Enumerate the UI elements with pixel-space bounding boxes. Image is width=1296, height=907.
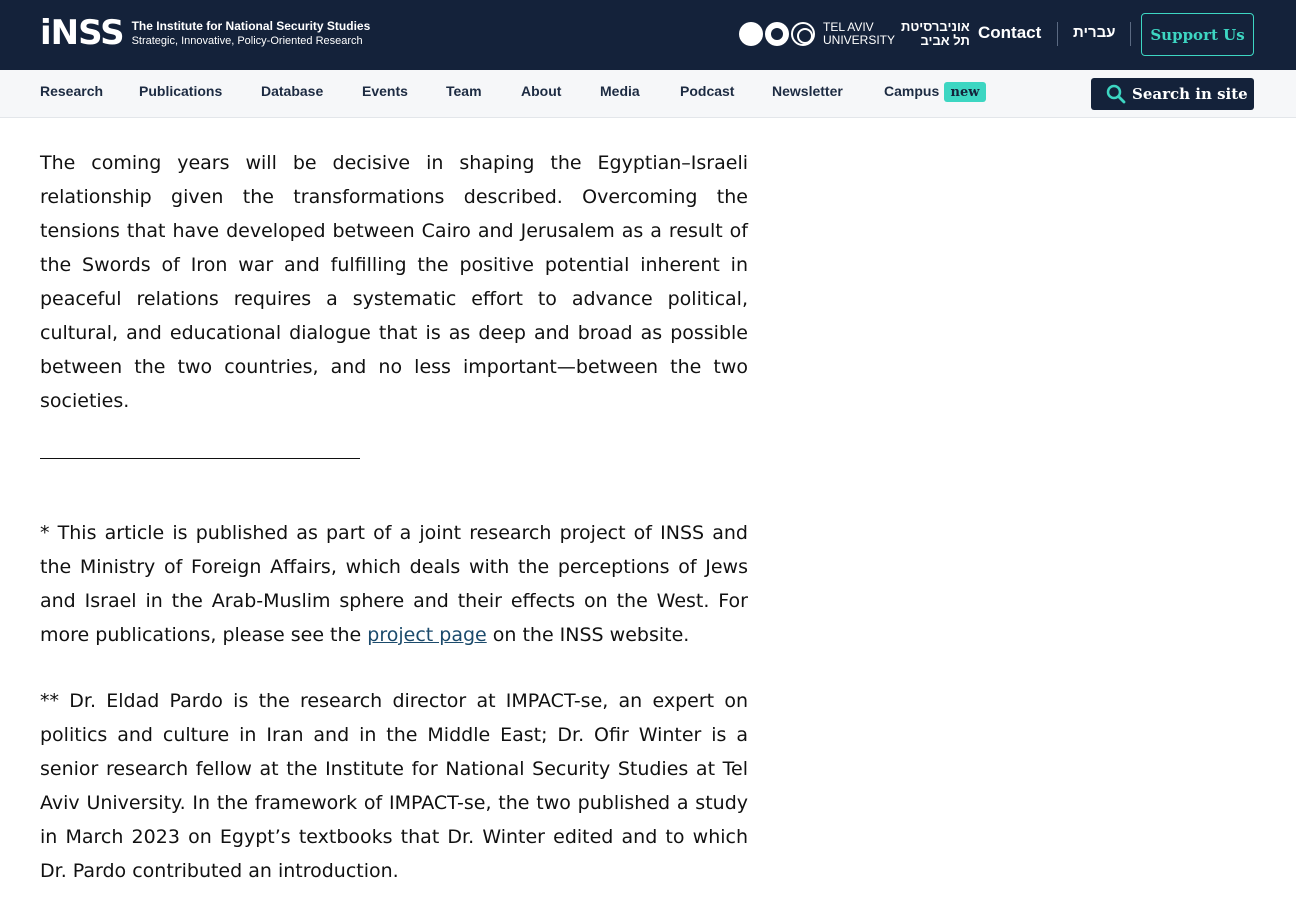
logo-text: [132, 19, 371, 48]
tau-en-line2: UNIVERSITY: [823, 33, 896, 47]
header-divider: [1130, 22, 1131, 46]
new-badge: new: [944, 82, 986, 102]
logo-title: The Institute for National Security Studies: [131, 18, 371, 33]
search-icon: [1106, 84, 1126, 104]
tau-ring-icon: [765, 22, 789, 46]
nav-item-publications[interactable]: Publications: [139, 83, 223, 99]
support-us-button[interactable]: Support Us: [1141, 13, 1254, 56]
inss-logo[interactable]: [40, 13, 371, 53]
author-note-paragraph: ** Dr. Eldad Pardo is the research director at IMPACT-se, an expert on politics and culture in Iran and in the Middle East; Dr. Ofir Winter is a senior research fellow at the Institute for National Security Studies at Tel Aviv University. In the framework of IMPACT-se, the two published a study in March 2023 on Egypt’s textbooks that Dr. Winter edited and to which Dr. Pardo contributed an introduction.: [40, 690, 748, 882]
top-header: [0, 0, 1296, 70]
nav-item-newsletter[interactable]: Newsletter: [772, 83, 843, 99]
footnote-divider: [40, 458, 360, 459]
search-label: Search in site: [1132, 85, 1248, 103]
tau-english-name: [823, 21, 895, 47]
project-page-link[interactable]: project page: [367, 624, 487, 646]
logo-subtitle: Strategic, Innovative, Policy-Oriented Research: [131, 34, 363, 47]
search-button[interactable]: [1091, 78, 1254, 110]
tau-logo-icon: [739, 22, 815, 46]
contact-link[interactable]: Contact: [978, 23, 1042, 42]
tau-circle-icon: [791, 22, 815, 46]
nav-item-podcast[interactable]: Podcast: [680, 83, 735, 99]
logo-mark: iNSS: [40, 13, 124, 53]
nav-item-about[interactable]: About: [521, 83, 562, 99]
tau-he-line2: תל אביב: [920, 33, 970, 48]
nav-item-campus[interactable]: Campus: [884, 83, 940, 99]
header-divider: [1057, 22, 1058, 46]
tau-emblem-icon: [739, 22, 763, 46]
nav-item-database[interactable]: Database: [261, 83, 324, 99]
article-paragraph: The coming years will be decisive in shaping the Egyptian–Israeli relationship given the transformations described. Overcoming the tensions that have developed between Cairo and Jerusalem as a result of the Swords of Iron war and fulfilling the positive potential inherent in peaceful relations requires a systematic effort to advance political, cultural, and educational dialogue that is as deep and broad as possible between the two countries, and no less important—between the two societies.: [40, 152, 748, 412]
nav-item-team[interactable]: Team: [446, 83, 482, 99]
hebrew-language-link[interactable]: עברית: [1073, 24, 1116, 41]
nav-item-media[interactable]: Media: [600, 83, 640, 99]
tel-aviv-university-logo[interactable]: [739, 20, 970, 48]
nav-item-research[interactable]: Research: [40, 83, 104, 99]
nav-item-events[interactable]: Events: [362, 83, 408, 99]
tau-hebrew-name: [901, 20, 970, 48]
tau-he-line1: אוניברסיטת: [901, 19, 970, 34]
footnote-paragraph: [40, 516, 748, 652]
tau-en-line1: TEL AVIV: [823, 20, 874, 34]
footnote-text: * This article is published as part of a joint research project of INSS and the Ministry of Foreign Affairs, which deals with the perceptions of Jews and Israel in the Arab-Muslim sphere and their effects on the West. For more publications, please see the: [40, 522, 748, 646]
footnote-text: on the INSS website.: [486, 624, 690, 646]
